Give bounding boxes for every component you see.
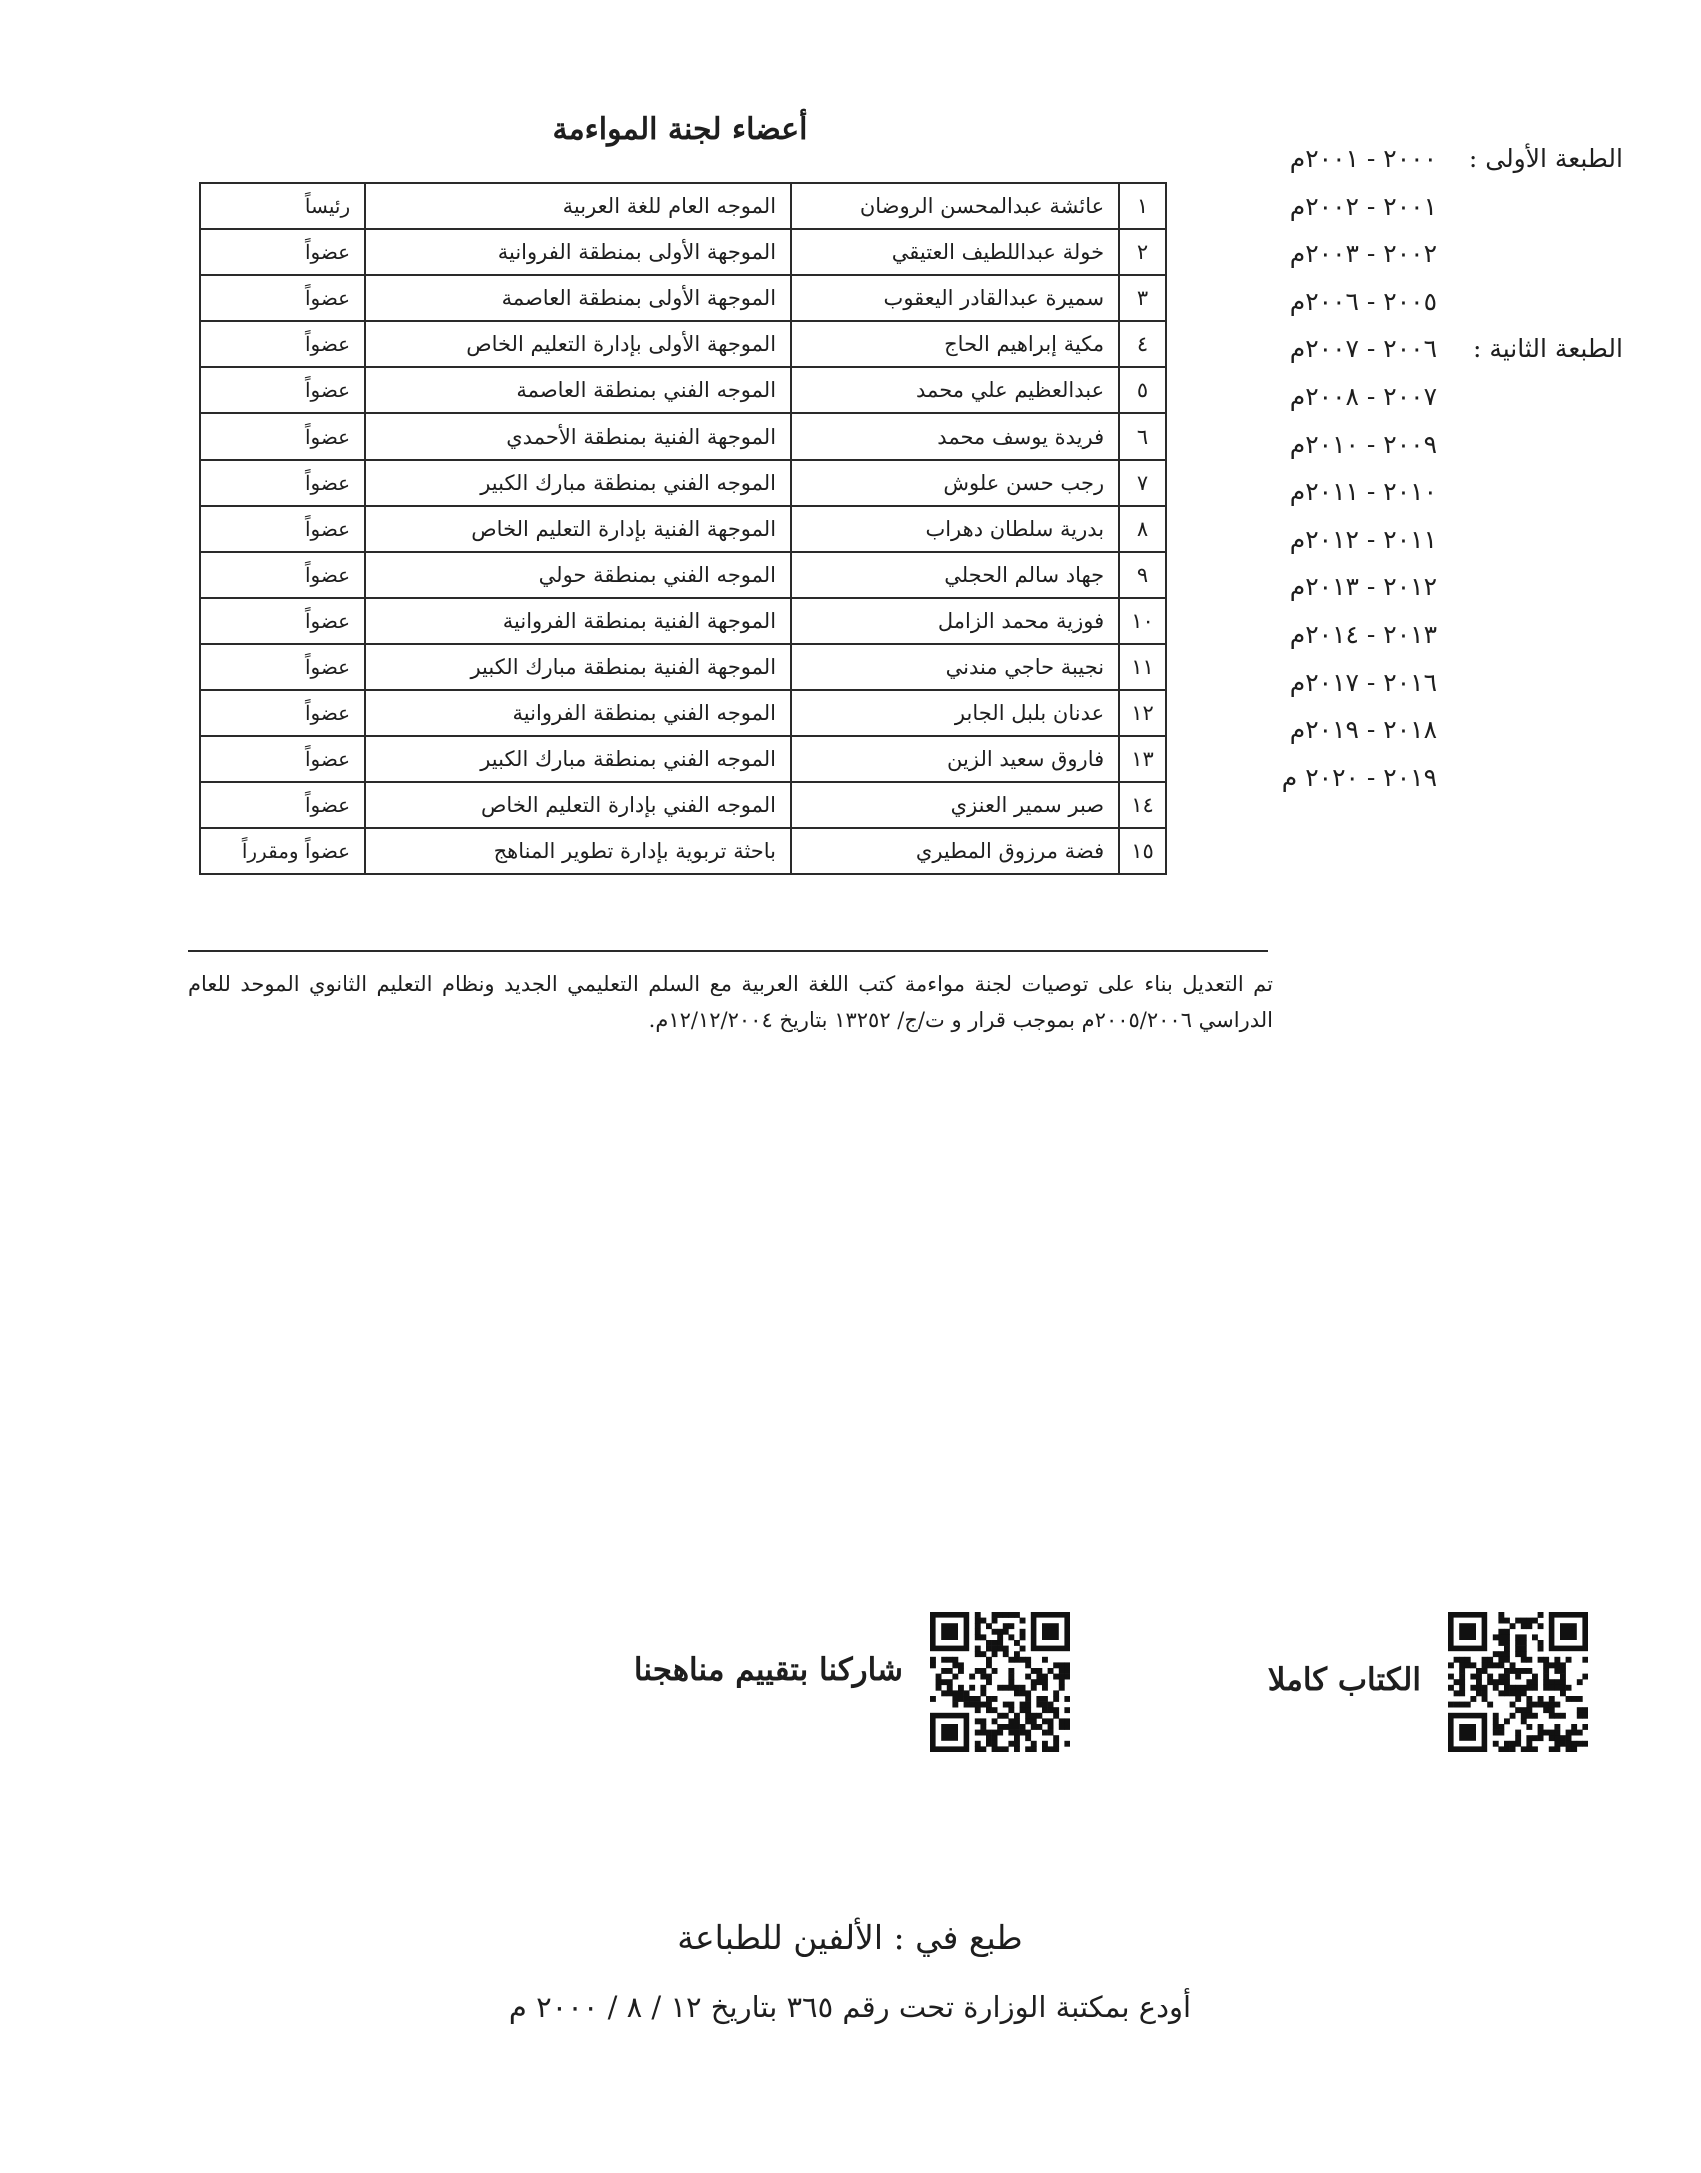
- member-role: عضواً: [200, 782, 365, 828]
- member-position: الموجهة الأولى بمنطقة الفروانية: [365, 229, 791, 275]
- edition-row: [1153, 421, 1623, 469]
- member-name: جهاد سالم الحجلي: [791, 552, 1119, 598]
- member-name: عائشة عبدالمحسن الروضان: [791, 183, 1119, 229]
- member-role: رئيساً: [200, 183, 365, 229]
- member-name: بدرية سلطان دهراب: [791, 506, 1119, 552]
- member-position: الموجهة الأولى بإدارة التعليم الخاص: [365, 321, 791, 367]
- edition-label: [1455, 659, 1623, 707]
- full-book-qr-label: الكتاب كاملا: [1267, 1662, 1421, 1698]
- member-row: [200, 413, 1166, 459]
- member-position: الموجه الفني بمنطقة حولي: [365, 552, 791, 598]
- qr-code-icon: [930, 1612, 1070, 1752]
- edition-years: ٢٠١١ - ٢٠١٢م: [1289, 524, 1437, 554]
- member-row: [200, 460, 1166, 506]
- member-row: [200, 598, 1166, 644]
- edition-label: [1455, 373, 1623, 421]
- edition-label: [1455, 230, 1623, 278]
- member-role: عضواً: [200, 690, 365, 736]
- member-number: ١٣: [1119, 736, 1166, 782]
- member-position: الموجهة الفنية بإدارة التعليم الخاص: [365, 506, 791, 552]
- survey-qr-label: شاركنا بتقييم مناهجنا: [633, 1652, 903, 1688]
- member-position: الموجهة الفنية بمنطقة مبارك الكبير: [365, 644, 791, 690]
- member-row: [200, 690, 1166, 736]
- member-position: الموجه الفني بمنطقة مبارك الكبير: [365, 736, 791, 782]
- edition-label: [1455, 468, 1623, 516]
- edition-row: [1153, 706, 1623, 754]
- member-name: صبر سمير العنزي: [791, 782, 1119, 828]
- member-position: الموجهة الفنية بمنطقة الأحمدي: [365, 413, 791, 459]
- edition-row: [1153, 659, 1623, 707]
- member-role: عضواً: [200, 413, 365, 459]
- member-number: ١٥: [1119, 828, 1166, 874]
- member-name: فوزية محمد الزامل: [791, 598, 1119, 644]
- edition-years: ٢٠١٢ - ٢٠١٣م: [1289, 572, 1437, 602]
- member-number: ٧: [1119, 460, 1166, 506]
- member-number: ٩: [1119, 552, 1166, 598]
- member-role: عضواً: [200, 506, 365, 552]
- member-name: عبدالعظيم علي محمد: [791, 367, 1119, 413]
- member-position: باحثة تربوية بإدارة تطوير المناهج: [365, 828, 791, 874]
- member-row: [200, 552, 1166, 598]
- edition-years: ٢٠١٣ - ٢٠١٤م: [1289, 619, 1437, 649]
- member-role: عضواً: [200, 598, 365, 644]
- member-number: ٥: [1119, 367, 1166, 413]
- member-row: [200, 782, 1166, 828]
- edition-row: [1153, 325, 1623, 373]
- member-name: مكية إبراهيم الحاج: [791, 321, 1119, 367]
- printed-by: طبع في : الألفين للطباعة: [677, 1918, 1023, 1957]
- member-number: ١٠: [1119, 598, 1166, 644]
- member-row: [200, 367, 1166, 413]
- edition-label: [1455, 706, 1623, 754]
- member-row: [200, 736, 1166, 782]
- footnote: تم التعديل بناء على توصيات لجنة مواءمة كتب اللغة العربية مع السلم التعليمي الجديد ونظام التعليم الثانوي الموحد للعام الدراسي ٢٠٠٥/٢٠٠٦م بموجب قرار و ت/ج/ ١٣٢٥٢ بتاريخ ١٢/١٢/٢٠٠٤م.: [188, 972, 1273, 1032]
- edition-label: [1455, 563, 1623, 611]
- qr-code-icon: [1448, 1612, 1588, 1752]
- member-number: ١٢: [1119, 690, 1166, 736]
- edition-label: [1455, 516, 1623, 564]
- member-number: ١٤: [1119, 782, 1166, 828]
- member-name: نجيبة حاجي مندني: [791, 644, 1119, 690]
- edition-row: [1153, 183, 1623, 231]
- edition-years: ٢٠١٠ - ٢٠١١م: [1289, 477, 1437, 507]
- member-number: ١١: [1119, 644, 1166, 690]
- edition-label: [1455, 183, 1623, 231]
- member-row: [200, 321, 1166, 367]
- edition-years: ٢٠٠٥ - ٢٠٠٦م: [1289, 286, 1437, 316]
- edition-years: ٢٠٠١ - ٢٠٠٢م: [1289, 191, 1437, 221]
- edition-row: [1153, 516, 1623, 564]
- edition-label: الطبعة الثانية :: [1472, 334, 1623, 364]
- member-position: الموجه الفني بمنطقة مبارك الكبير: [365, 460, 791, 506]
- member-number: ٢: [1119, 229, 1166, 275]
- edition-label: [1455, 754, 1623, 802]
- footnote-divider: [188, 950, 1268, 952]
- members-table: [199, 182, 1167, 875]
- deposit-info: أودع بمكتبة الوزارة تحت رقم ٣٦٥ بتاريخ ١٢ / ٨ / ٢٠٠٠ م: [508, 1990, 1192, 2024]
- member-row: [200, 644, 1166, 690]
- member-number: ٨: [1119, 506, 1166, 552]
- member-role: عضواً: [200, 644, 365, 690]
- edition-row: [1153, 611, 1623, 659]
- member-position: الموجه الفني بمنطقة العاصمة: [365, 367, 791, 413]
- edition-years: ٢٠١٦ - ٢٠١٧م: [1289, 667, 1437, 697]
- member-row: [200, 828, 1166, 874]
- full-book-qr-code[interactable]: [1448, 1612, 1588, 1752]
- member-role: عضواً: [200, 552, 365, 598]
- editions-list: [1153, 135, 1623, 801]
- member-role: عضواً ومقرراً: [200, 828, 365, 874]
- member-row: [200, 183, 1166, 229]
- member-position: الموجه الفني بمنطقة الفروانية: [365, 690, 791, 736]
- edition-label: الطبعة الأولى :: [1468, 144, 1623, 173]
- edition-row: [1153, 373, 1623, 421]
- edition-years: ٢٠٠٠ - ٢٠٠١م: [1289, 144, 1437, 173]
- member-name: فريدة يوسف محمد: [791, 413, 1119, 459]
- member-row: [200, 229, 1166, 275]
- member-role: عضواً: [200, 367, 365, 413]
- edition-row: [1153, 278, 1623, 326]
- member-number: ٤: [1119, 321, 1166, 367]
- member-name: خولة عبداللطيف العتيقي: [791, 229, 1119, 275]
- member-row: [200, 275, 1166, 321]
- edition-years: ٢٠٠٢ - ٢٠٠٣م: [1289, 239, 1437, 269]
- member-row: [200, 506, 1166, 552]
- edition-label: [1455, 278, 1623, 326]
- members-table-body: [200, 183, 1166, 874]
- committee-title: أعضاء لجنة المواءمة: [552, 112, 808, 147]
- member-name: فضة مرزوق المطيري: [791, 828, 1119, 874]
- edition-years: ٢٠١٨ - ٢٠١٩م: [1289, 715, 1437, 745]
- edition-years: ٢٠٠٦ - ٢٠٠٧م: [1289, 334, 1437, 364]
- survey-qr-code[interactable]: [930, 1612, 1070, 1752]
- edition-label: [1455, 421, 1623, 469]
- member-position: الموجهة الفنية بمنطقة الفروانية: [365, 598, 791, 644]
- member-number: ٣: [1119, 275, 1166, 321]
- edition-label: [1455, 611, 1623, 659]
- edition-row: [1153, 230, 1623, 278]
- member-position: الموجه الفني بإدارة التعليم الخاص: [365, 782, 791, 828]
- edition-years: ٢٠١٩ - ٢٠٢٠ م: [1281, 762, 1437, 792]
- member-role: عضواً: [200, 736, 365, 782]
- edition-years: ٢٠٠٧ - ٢٠٠٨م: [1289, 381, 1437, 411]
- edition-row: [1153, 468, 1623, 516]
- member-position: الموجهة الأولى بمنطقة العاصمة: [365, 275, 791, 321]
- edition-row: [1153, 754, 1623, 802]
- member-position: الموجه العام للغة العربية: [365, 183, 791, 229]
- edition-row: [1153, 563, 1623, 611]
- edition-row: [1153, 135, 1623, 183]
- member-role: عضواً: [200, 229, 365, 275]
- member-number: ٦: [1119, 413, 1166, 459]
- edition-years: ٢٠٠٩ - ٢٠١٠م: [1289, 429, 1437, 459]
- member-number: ١: [1119, 183, 1166, 229]
- member-name: عدنان بلبل الجابر: [791, 690, 1119, 736]
- member-role: عضواً: [200, 460, 365, 506]
- member-name: فاروق سعيد الزين: [791, 736, 1119, 782]
- member-role: عضواً: [200, 321, 365, 367]
- member-name: سميرة عبدالقادر اليعقوب: [791, 275, 1119, 321]
- member-name: رجب حسن علوش: [791, 460, 1119, 506]
- member-role: عضواً: [200, 275, 365, 321]
